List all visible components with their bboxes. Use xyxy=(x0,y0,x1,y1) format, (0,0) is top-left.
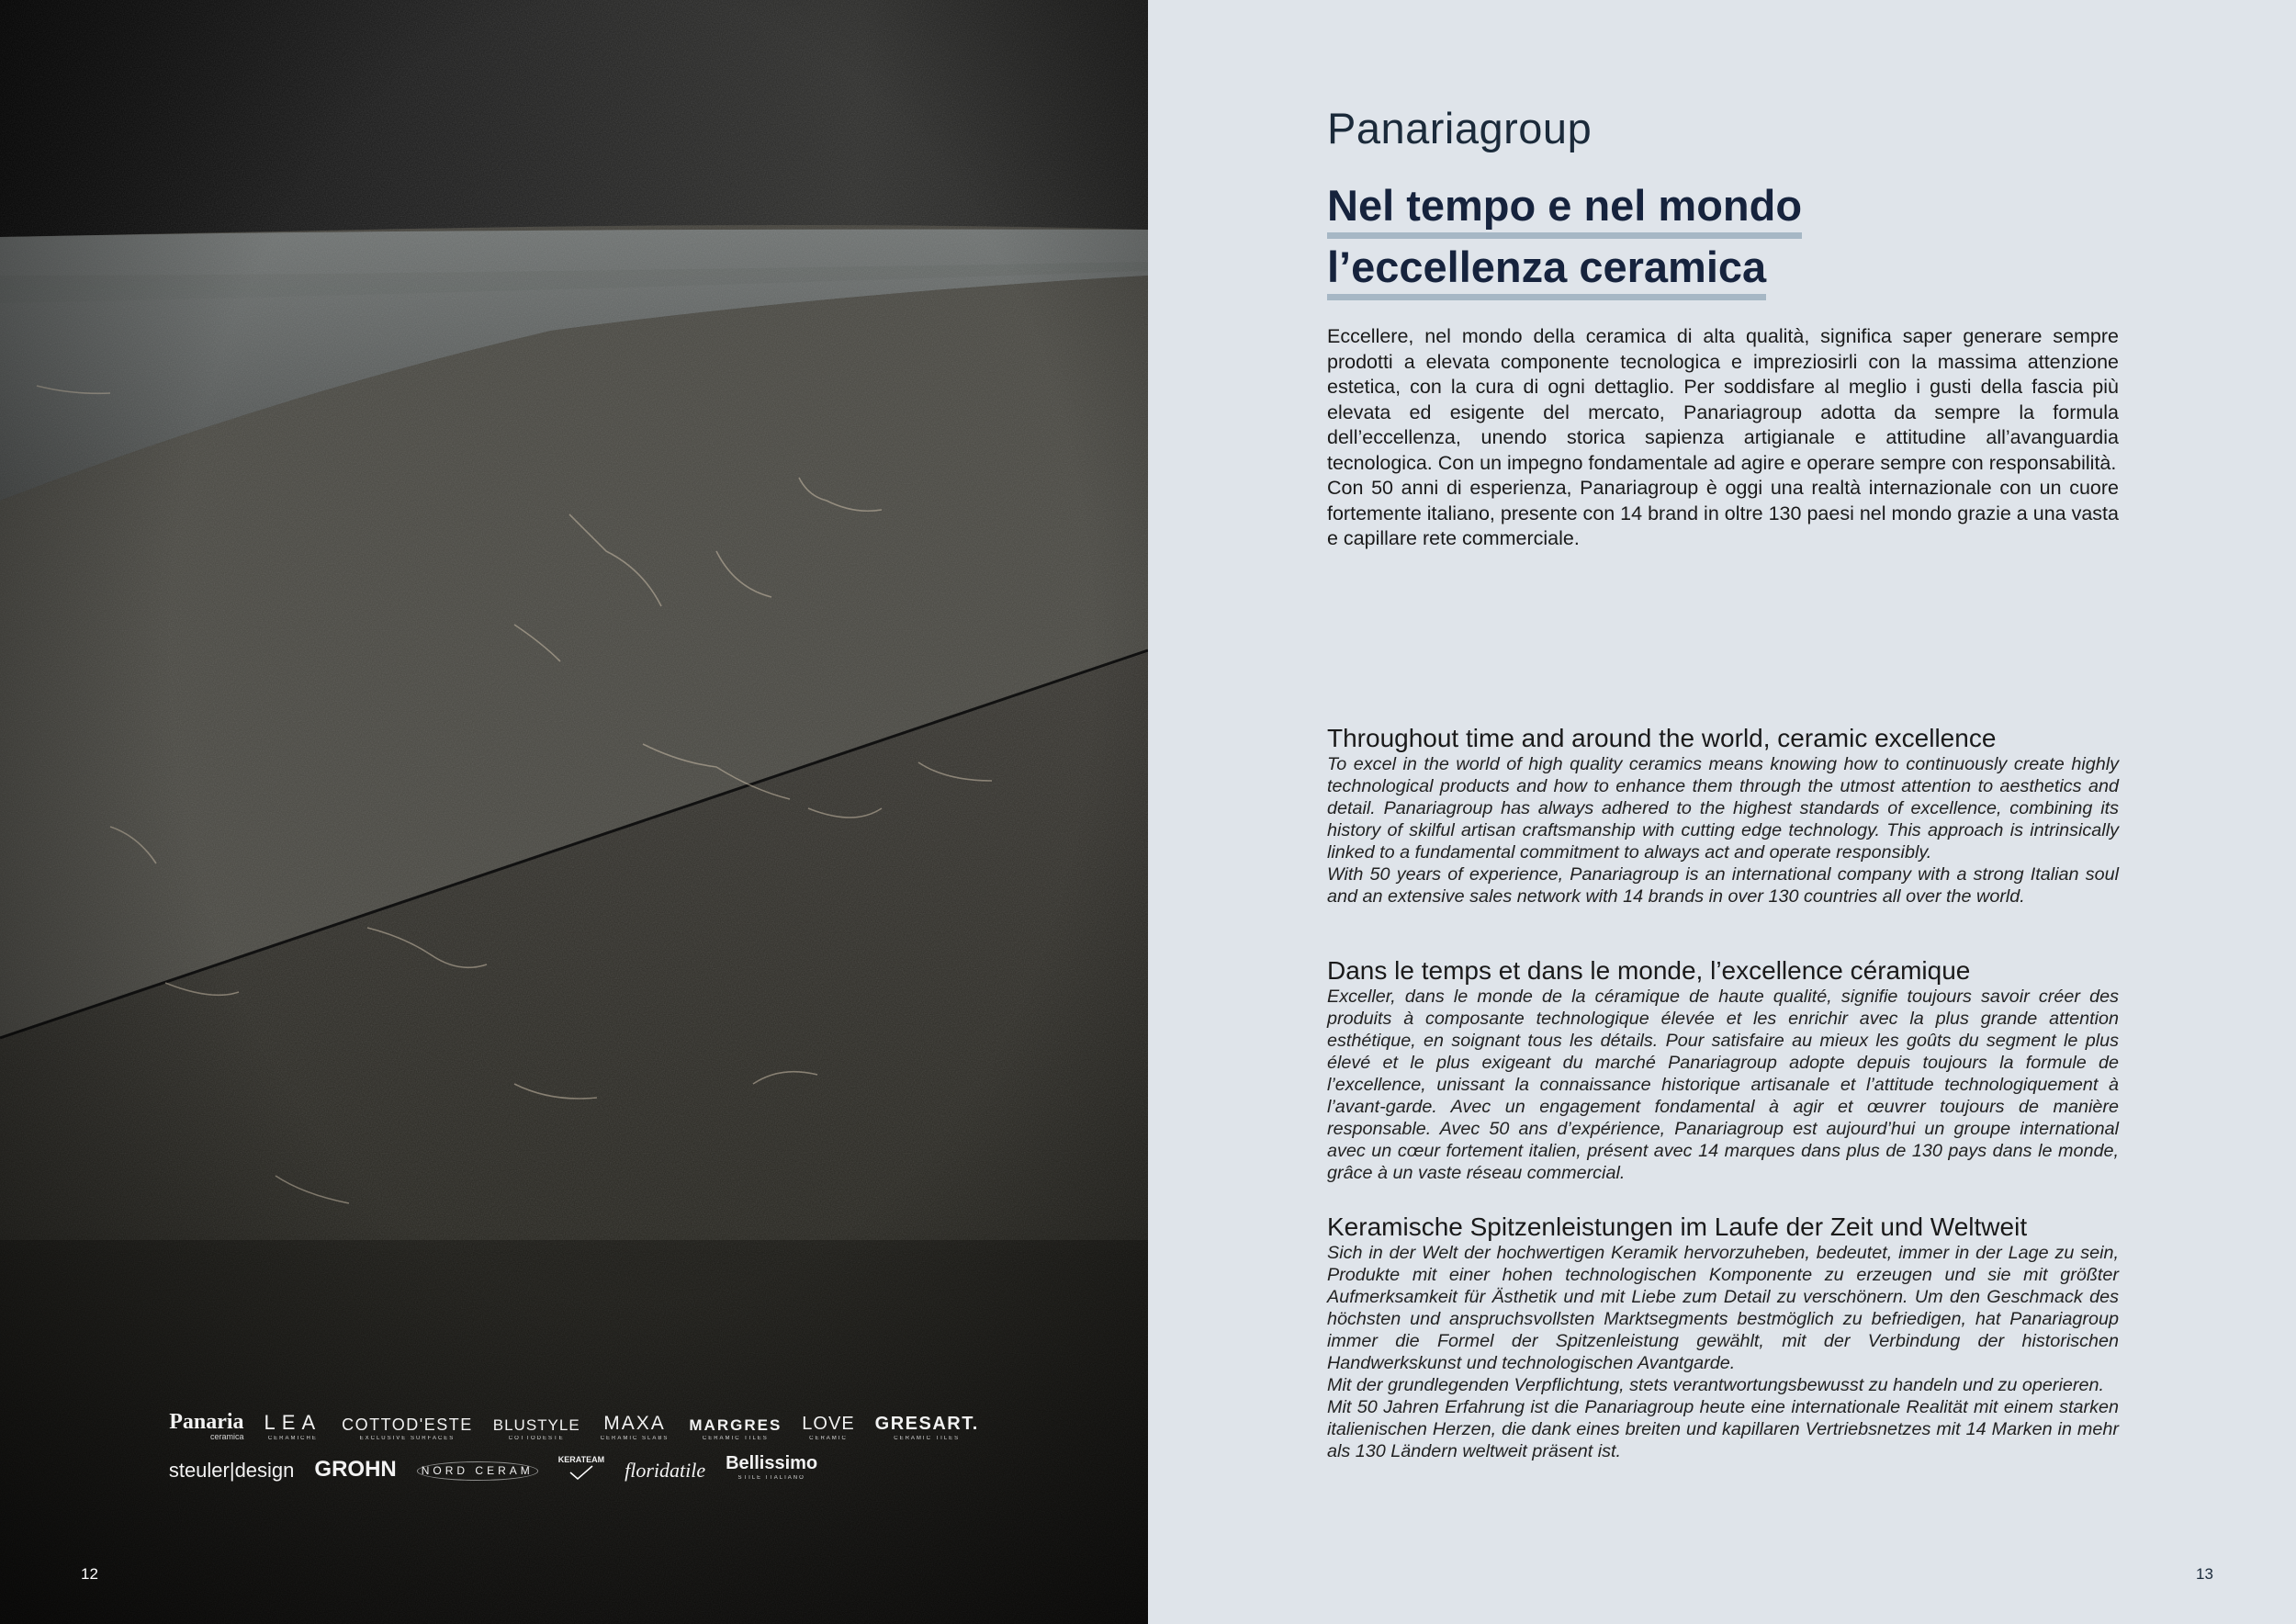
headline xyxy=(1327,181,2119,307)
german-section xyxy=(1327,1213,2119,1462)
page-number-left: 12 xyxy=(81,1565,98,1583)
logo-bellissimo: Bellissimo STILE ITALIANO xyxy=(726,1453,818,1481)
french-paragraph-1: Exceller, dans le monde de la céramique de haute qualité, signifie toujours savoir créer des produits à composante technologique élevée et les enrichir avec la plus grande attention esthétique, en soignant tous les détails. Pour satisfaire au mieux les goûts du segment le plus élevé et le plus exigeant du marché Panariagroup adopte depuis toujours la formule de l’excellence, unissant la connaissance historique artisanale et l’attitude technologiquement à l’avant-garde. Avec un engagement fondamental à agir et œuvrer toujours de manière responsable. Avec 50 ans d’expérience, Panariagroup est aujourd’hui un groupe international avec un cœur fortement italien, présent avec 14 marques dans plus de 130 pays dans le monde, grâce à un vaste réseau commercial. xyxy=(1327,987,2119,1184)
logo-grohn: GROHN xyxy=(314,1457,397,1482)
headline-line-1: Nel tempo e nel mondo xyxy=(1327,184,1802,239)
right-page xyxy=(1148,0,2296,1624)
brand-logos-row-1 xyxy=(0,1411,1148,1441)
logo-maxa: MAXA CERAMIC SLABS xyxy=(600,1413,670,1441)
brand-title: Panariagroup xyxy=(1327,104,1593,152)
logo-kerateam: KERATEAM xyxy=(558,1456,604,1481)
logo-panaria: Panaria ceramica xyxy=(169,1410,244,1441)
page-number-right: 13 xyxy=(2196,1565,2213,1583)
brand-logos-row-2 xyxy=(0,1454,1067,1481)
logo-love: LOVE CERAMIC xyxy=(802,1414,855,1441)
english-title: Throughout time and around the world, ceramic excellence xyxy=(1327,724,1997,752)
logo-steuler-design: steuler|design xyxy=(168,1459,295,1482)
logo-margres: MARGRES CERAMIC TILES xyxy=(689,1416,782,1441)
italian-paragraph-1: Eccellere, nel mondo della ceramica di alta qualità, significa saper generare sempre prodotti a elevata componente tecnologica e impreziosirli con la massima attenzione estetica, con la cura di ogni dettaglio. Per soddisfare al meglio i gusti della fascia più elevata ed esigente del mercato, Panariagroup adotta da sempre la formula dell’eccellenza, unendo storica sapienza artigianale e attitudine all’avanguardia tecnologica. Con un impegno fondamentale ad agire e operare sempre con responsabilità. xyxy=(1327,325,2119,474)
german-paragraph-2: Mit der grundlegenden Verpflichtung, stets verantwortungsbewusst zu handeln und zu operieren. xyxy=(1327,1375,2104,1396)
logo-gresart: GRESART. CERAMIC TILES xyxy=(874,1414,979,1441)
german-paragraph-3: Mit 50 Jahren Erfahrung ist die Panariagroup heute eine internationale Realität mit einem starken italienischen Herzen, die dank eines breiten und kapillaren Vertriebsnetzes mit 14 Marken in mehr als 130 Ländern weltweit präsent ist. xyxy=(1327,1397,2119,1462)
german-paragraph-1: Sich in der Welt der hochwertigen Keramik hervorzuheben, bedeutet, immer in der Lage zu sein, Produkte mit einer hohen technologischen Komponente zu erzeugen und sie mit größter Aufmerksamkeit für Ästhetik und mit Liebe zum Detail zu verschönern. Um den Geschmack des höchsten und anspruchsvollsten Marktsegments bestmöglich zu befriedigen, hat Panariagroup immer die Formel der Spitzenleistung gewählt, mit der Verbindung der historischen Handwerkskunst und technologischen Avantgarde. xyxy=(1327,1243,2119,1374)
logo-nord-ceram: NORD CERAM xyxy=(417,1461,538,1481)
headline-line-2: l’eccellenza ceramica xyxy=(1327,245,1766,300)
french-section xyxy=(1327,957,2119,1184)
french-title: Dans le temps et dans le monde, l’excellence céramique xyxy=(1327,956,1971,985)
english-paragraph-1: To excel in the world of high quality ceramics means knowing how to continuously create highly technological products and how to enhance them through the utmost attention to aesthetics and detail. Panariagroup has always adhered to the highest standards of excellence, combining its history of skilful artisan craftsmanship with cutting edge technology. This approach is intrinsically linked to a fundamental commitment to always act and operate responsibly. xyxy=(1327,754,2119,863)
logo-floridatile: floridatile xyxy=(625,1459,706,1482)
logo-blustyle: BLUSTYLE COTTODESTE xyxy=(492,1416,580,1441)
italian-paragraph-2: Con 50 anni di esperienza, Panariagroup è oggi una realtà internazionale con un cuore fortemente italiano, presente con 14 brand in oltre 130 paesi nel mondo grazie a una vasta e capillare rete commerciale. xyxy=(1327,477,2119,549)
kerateam-check-icon xyxy=(568,1464,595,1481)
english-section xyxy=(1327,725,2119,908)
logo-lea: LEA CERAMICHE xyxy=(264,1411,322,1441)
italian-body xyxy=(1327,324,2119,552)
german-title: Keramische Spitzenleistungen im Laufe der Zeit und Weltweit xyxy=(1327,1212,2028,1241)
english-paragraph-2: With 50 years of experience, Panariagroup is an international company with a strong Italian soul and an extensive sales network with 14 brands in over 130 countries all over the world. xyxy=(1327,864,2119,908)
logo-cottodeste: COTTOD'ESTE EXCLUSIVE SURFACES xyxy=(342,1415,473,1441)
